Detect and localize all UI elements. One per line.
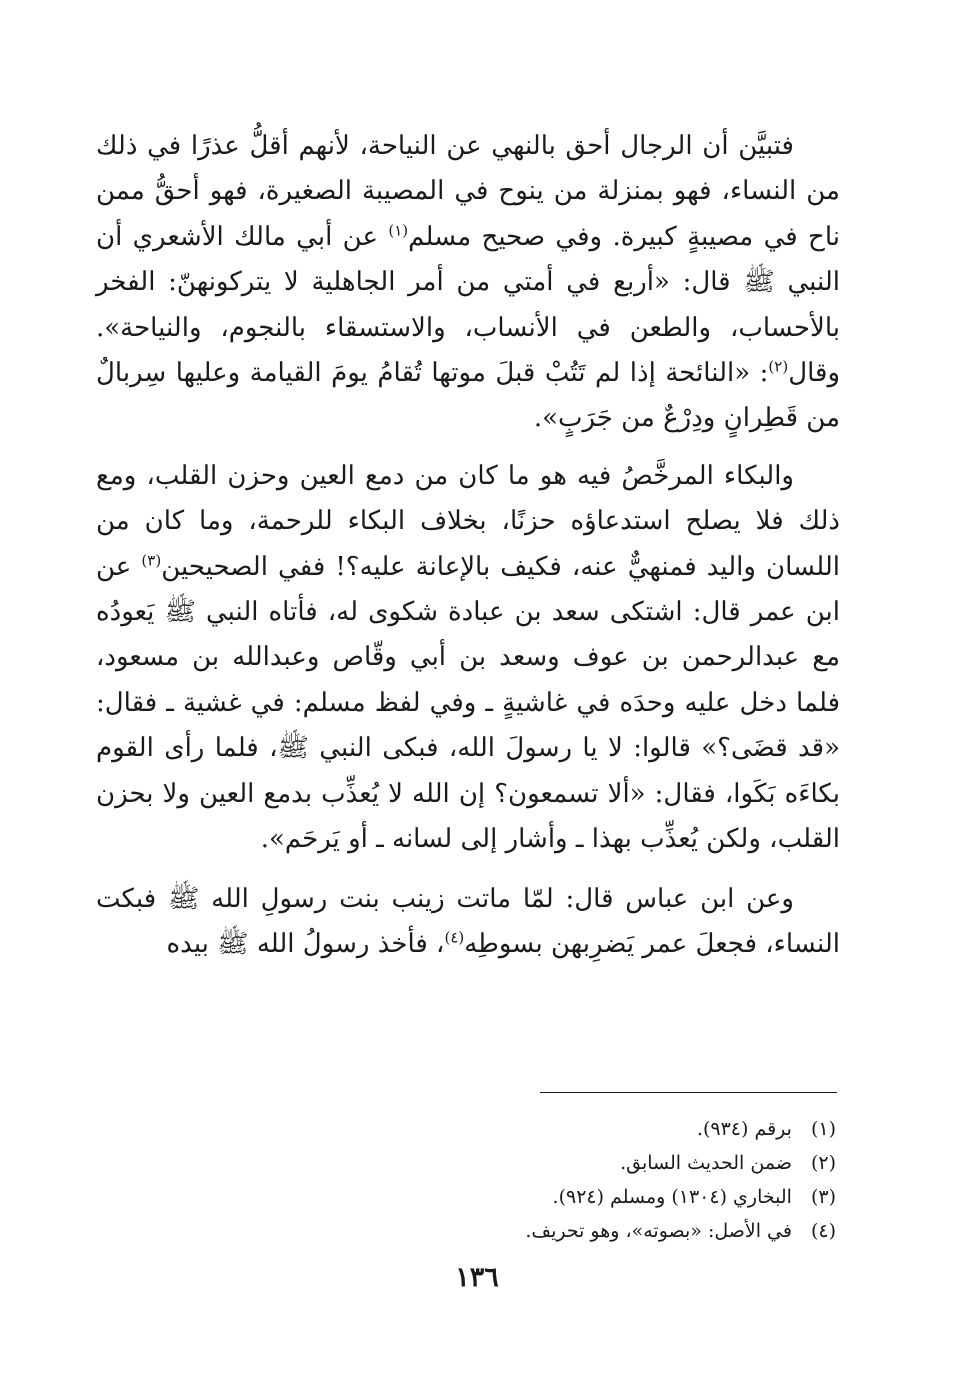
footnote-3-text: البخاري (١٣٠٤) ومسلم (٩٢٤).	[552, 1186, 792, 1208]
footnote-1-number: (١)	[810, 1118, 836, 1140]
paragraph-2	[96, 454, 840, 863]
paragraph-3-text-b: ، فأخذ رسولُ الله ﷺ بيده	[166, 928, 445, 959]
footnote-ref-2[interactable]: (٢)	[768, 357, 789, 376]
page-body	[96, 124, 840, 979]
paragraph-1	[96, 124, 840, 442]
paragraph-1-text-c: : «النائحة إذا لم تَتُبْ قبلَ موتها تُقامُ يومَ القيامة وعليها سِربالٌ من قَطِرانٍ ودِرْعٌ من جَرَبٍ».	[96, 358, 840, 434]
paragraph-2-text-b: عن ابن عمر قال: اشتكى سعد بن عبادة شكوى له، فأتاه النبي ﷺ يَعودُه مع عبدالرحمن بن عوف وسعد بن أبي وقّاص وعبدالله بن مسعود، فلما دخل عليه وحدَه في غاشيةٍ ـ وفي لفظ مسلم: في غشية ـ فقال: «قد قضَى؟» قالوا: لا يا رسولَ الله، فبكى النبي ﷺ، فلما رأى القوم بكاءَه بَكَوا، فقال: «ألا تسمعون؟ إن الله لا يُعذِّب بدمع العين ولا بحزن القلب، ولكن يُعذِّب بهذا ـ وأشار إلى لسانه ـ أو يَرحَم».	[96, 551, 840, 855]
paragraph-2-text-a: والبكاء المرخَّصُ فيه هو ما كان من دمع العين وحزن القلب، ومع ذلك فلا يصلح استدعاؤه حزنًا، بخلاف البكاء للرحمة، وما كان من اللسان واليد فمنهيٌّ عنه، فكيف بالإعانة عليه؟! ففي الصحيحين	[96, 460, 841, 582]
footnote-ref-4[interactable]: (٤)	[444, 928, 465, 947]
footnote-3	[236, 1180, 836, 1214]
footnote-ref-1[interactable]: (١)	[388, 221, 409, 240]
paragraph-1-text-a: فتبيَّن أن الرجال أحق بالنهي عن النياحة، لأنهم أقلُّ عذرًا في ذلك من النساء، فهو بمنزلة من ينوح في المصيبة الصغيرة، فهو أحقُّ ممن ناح في مصيبةٍ كبيرة. وفي صحيح مسلم	[96, 131, 840, 252]
footnote-4	[236, 1214, 836, 1248]
footnote-4-text: في الأصل: «بصوته»، وهو تحريف.	[525, 1220, 792, 1242]
footnote-1-text: برقم (٩٣٤).	[696, 1118, 792, 1140]
footnote-1	[236, 1112, 836, 1146]
footnote-ref-3[interactable]: (٣)	[141, 551, 162, 569]
footnote-4-number: (٤)	[810, 1220, 836, 1242]
footnote-2-text: ضمن الحديث السابق.	[620, 1152, 792, 1174]
paragraph-3-text-a: وعن ابن عباس قال: لمّا ماتت زينب بنت رسولِ الله ﷺ فبكت النساء، فجعلَ عمر يَضرِبهن بسوطِه	[96, 883, 840, 959]
footnote-2-number: (٢)	[810, 1152, 836, 1174]
paragraph-1-text-b: عن أبي مالك الأشعري أن النبي ﷺ قال: «أربع في أمتي من أمر الجاهلية لا يتركونهنّ: الفخر بالأحساب، والطعن في الأنساب، والاستسقاء بالنجوم، والنياحة». وقال	[96, 221, 840, 389]
footnotes	[236, 1112, 836, 1248]
footnote-separator	[540, 1092, 837, 1093]
footnote-3-number: (٣)	[810, 1186, 836, 1208]
footnote-2	[236, 1146, 836, 1180]
paragraph-3	[96, 877, 840, 968]
page-number: ١٣٦	[455, 1262, 499, 1293]
